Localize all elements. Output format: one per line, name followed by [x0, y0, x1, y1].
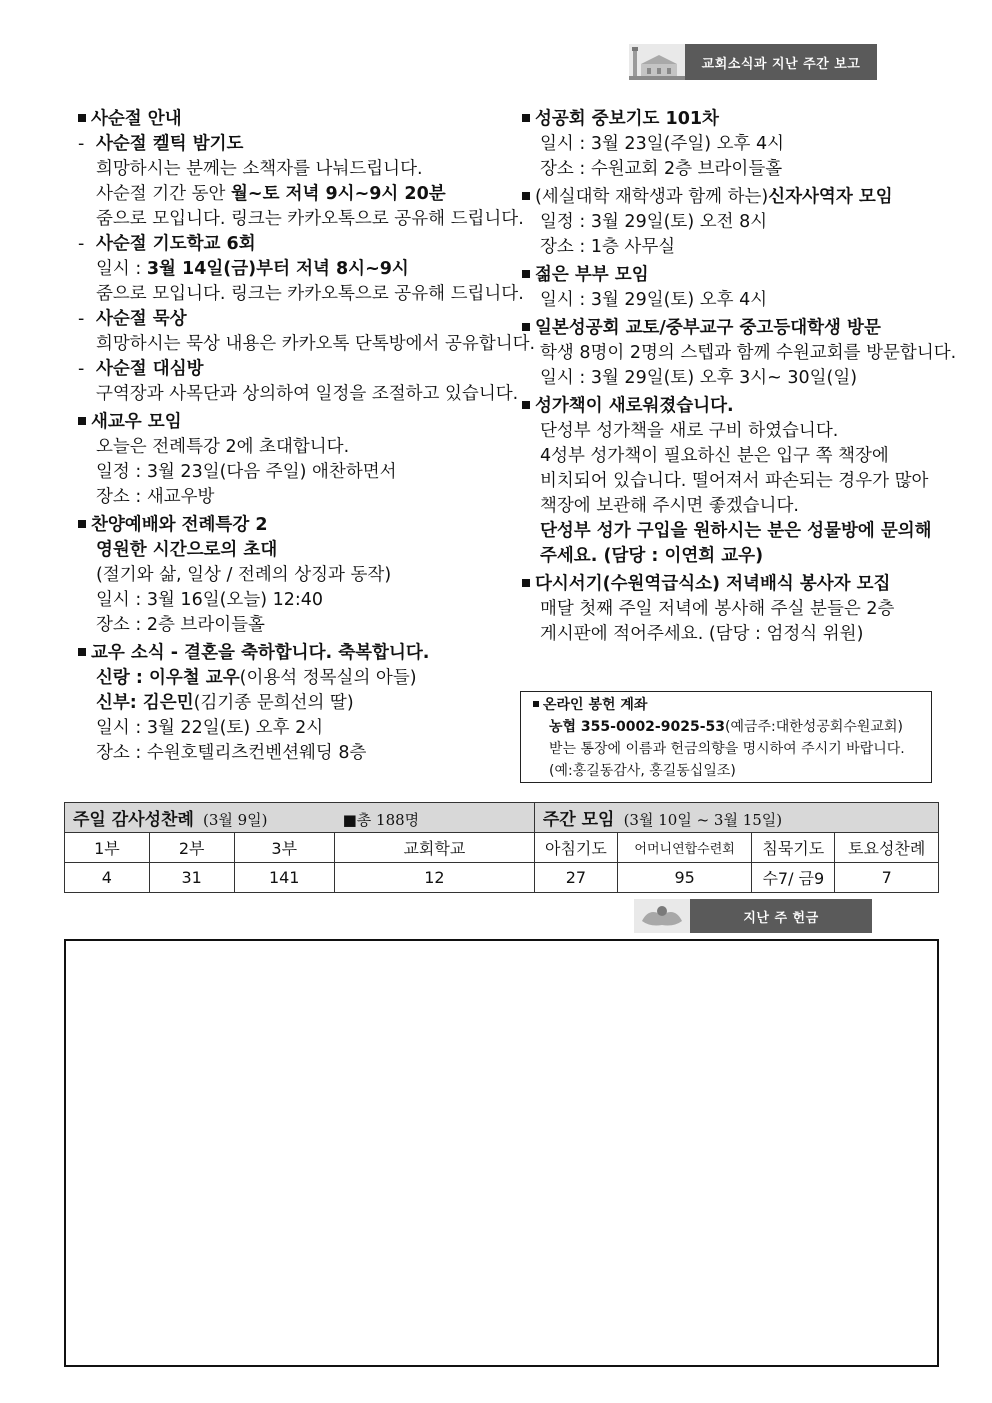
total-count: ■총 188명	[342, 811, 420, 829]
lent-item-text: 줌으로 모입니다. 링크는 카카오톡으로 공유해 드립니다.	[96, 284, 524, 304]
japan-visit-text: 학생 8명이 2명의 스텝과 함께 수원교회를 방문합니다.	[540, 343, 957, 363]
praise-text: (절기와 삶, 일상 / 전례의 상징과 동작)	[96, 565, 392, 585]
column-label: 아침기도	[534, 833, 617, 863]
attendance-table	[64, 802, 939, 893]
newcomer-text: 일정 : 3월 23일(다음 주일) 애찬하면서	[96, 462, 397, 482]
banner-label: 교회소식과 지난 주간 보고	[701, 56, 861, 72]
church-building-icon	[629, 44, 685, 80]
ministry-text: 일정 : 3월 29일(토) 오전 8시	[540, 212, 768, 232]
value-cell: 12	[334, 863, 534, 893]
hymnal-text: 책장에 보관해 주시면 좋겠습니다.	[540, 496, 799, 516]
newcomer-text: 장소 : 새교우방	[96, 487, 215, 507]
praise-text: 일시 : 3월 16일(오늘) 12:40	[96, 590, 324, 610]
right-column	[512, 107, 956, 647]
column-label: 교회학교	[334, 833, 534, 863]
prayer-text: 장소 : 수원교회 2층 브라이들홀	[540, 159, 783, 179]
praise-text: 장소 : 2층 브라이들홀	[96, 615, 265, 635]
lent-item-title: - 사순절 대심방	[78, 359, 204, 379]
newcomer-heading: 새교우 모임	[68, 410, 535, 435]
column-label: 3부	[234, 833, 334, 863]
ministry-heading: (세실대학 재학생과 함께 하는)신자사역자 모임	[512, 185, 956, 210]
value-cell: 31	[149, 863, 234, 893]
value-cell: 141	[234, 863, 334, 893]
praise-subtitle: 영원한 시간으로의 초대	[96, 540, 278, 560]
value-cell: 7	[835, 863, 939, 893]
volunteer-text: 매달 첫째 주일 저녁에 봉사해 주실 분들은 2층	[540, 599, 895, 619]
online-giving-box	[520, 691, 932, 783]
lent-item-title: - 사순절 기도학교 6회	[78, 234, 256, 254]
value-cell: 수7/ 금9	[752, 863, 835, 893]
column-label: 침묵기도	[752, 833, 835, 863]
column-label: 어머니연합수련회	[618, 833, 752, 863]
online-giving-title: 온라인 봉헌 계좌	[521, 694, 931, 716]
japan-visit-heading: 일본성공회 교토/중부교구 중고등대학생 방문	[512, 316, 956, 341]
praise-heading: 찬양예배와 전례특강 2	[68, 513, 535, 538]
sunday-header-cell: 주일 감사성찬례 (3월 9일) ■총 188명	[65, 803, 535, 833]
lent-item-title: - 사순절 묵상	[78, 309, 187, 329]
attendance-header-row	[65, 803, 939, 833]
japan-visit-text: 일시 : 3월 29일(토) 오후 3시~ 30일(일)	[540, 368, 858, 388]
lent-item-text: 희망하시는 분께는 소책자를 나눠드립니다.	[96, 159, 423, 179]
section-banner-church-news	[629, 44, 877, 80]
value-cell: 27	[534, 863, 617, 893]
column-label: 1부	[65, 833, 150, 863]
prayer-heading: 성공회 중보기도 101차	[512, 107, 956, 132]
couples-heading: 젊은 부부 모임	[512, 263, 956, 288]
column-label: 토요성찬례	[835, 833, 939, 863]
offering-box	[64, 939, 939, 1367]
volunteer-heading: 다시서기(수원역급식소) 저녁배식 봉사자 모집	[512, 572, 956, 597]
online-giving-example: (예:홍길동감사, 홍길동십일조)	[549, 763, 736, 779]
left-column	[68, 107, 535, 766]
hymnal-text: 4성부 성가책이 필요하신 분은 입구 쪽 책장에	[540, 446, 889, 466]
banner-label: 지난 주 헌금	[743, 910, 819, 926]
lent-item-text: 구역장과 사목단과 상의하여 일정을 조절하고 있습니다.	[96, 384, 519, 404]
weekly-header-cell: 주간 모임 (3월 10일 ~ 3월 15일)	[534, 803, 938, 833]
lent-item-text: 줌으로 모입니다. 링크는 카카오톡으로 공유해 드립니다.	[96, 209, 524, 229]
value-cell: 95	[618, 863, 752, 893]
wedding-date: 일시 : 3월 22일(토) 오후 2시	[96, 718, 324, 738]
hymnal-text: 비치되어 있습니다. 떨어져서 파손되는 경우가 많아	[540, 471, 929, 491]
offering-hands-icon	[634, 899, 690, 933]
column-label: 2부	[149, 833, 234, 863]
online-giving-text: 받는 통장에 이름과 헌금의향을 명시하여 주시기 바랍니다.	[549, 741, 905, 757]
lent-item-title: - 사순절 켈틱 밤기도	[78, 134, 244, 154]
value-cell: 4	[65, 863, 150, 893]
section-banner-offering	[634, 899, 872, 933]
wedding-groom: 신랑 : 이우철 교우(이용석 정목실의 아들)	[96, 668, 417, 688]
couples-text: 일시 : 3월 29일(토) 오후 4시	[540, 290, 768, 310]
lent-item-text: 일시 : 3월 14일(금)부터 저녁 8시~9시	[96, 259, 409, 279]
ministry-text: 장소 : 1층 사무실	[540, 237, 676, 257]
hymnal-heading: 성가책이 새로워졌습니다.	[512, 394, 956, 419]
newcomer-text: 오늘은 전례특강 2에 초대합니다.	[96, 437, 350, 457]
attendance-values-row	[65, 863, 939, 893]
wedding-heading: 교우 소식 - 결혼을 축하합니다. 축복합니다.	[68, 641, 535, 666]
volunteer-text: 게시판에 적어주세요. (담당 : 엄정식 위원)	[540, 624, 864, 644]
wedding-place: 장소 : 수원호텔리츠컨벤션웨딩 8층	[96, 743, 367, 763]
hymnal-text-bold: 단성부 성가 구입을 원하시는 분은 성물방에 문의해	[540, 521, 932, 541]
lent-heading: 사순절 안내	[68, 107, 535, 132]
hymnal-text-bold: 주세요. (담당 : 이연희 교우)	[540, 546, 764, 566]
online-giving-account: 농협 355-0002-9025-53(예금주:대한성공회수원교회)	[549, 719, 903, 735]
lent-item-text: 사순절 기간 동안 월~토 저녁 9시~9시 20분	[96, 184, 446, 204]
lent-item-text: 희망하시는 묵상 내용은 카카오톡 단톡방에서 공유합니다.	[96, 334, 536, 354]
attendance-columns-row	[65, 833, 939, 863]
wedding-bride: 신부: 김은민(김기종 문희선의 딸)	[96, 693, 354, 713]
hymnal-text: 단성부 성가책을 새로 구비 하였습니다.	[540, 421, 839, 441]
prayer-text: 일시 : 3월 23일(주일) 오후 4시	[540, 134, 785, 154]
